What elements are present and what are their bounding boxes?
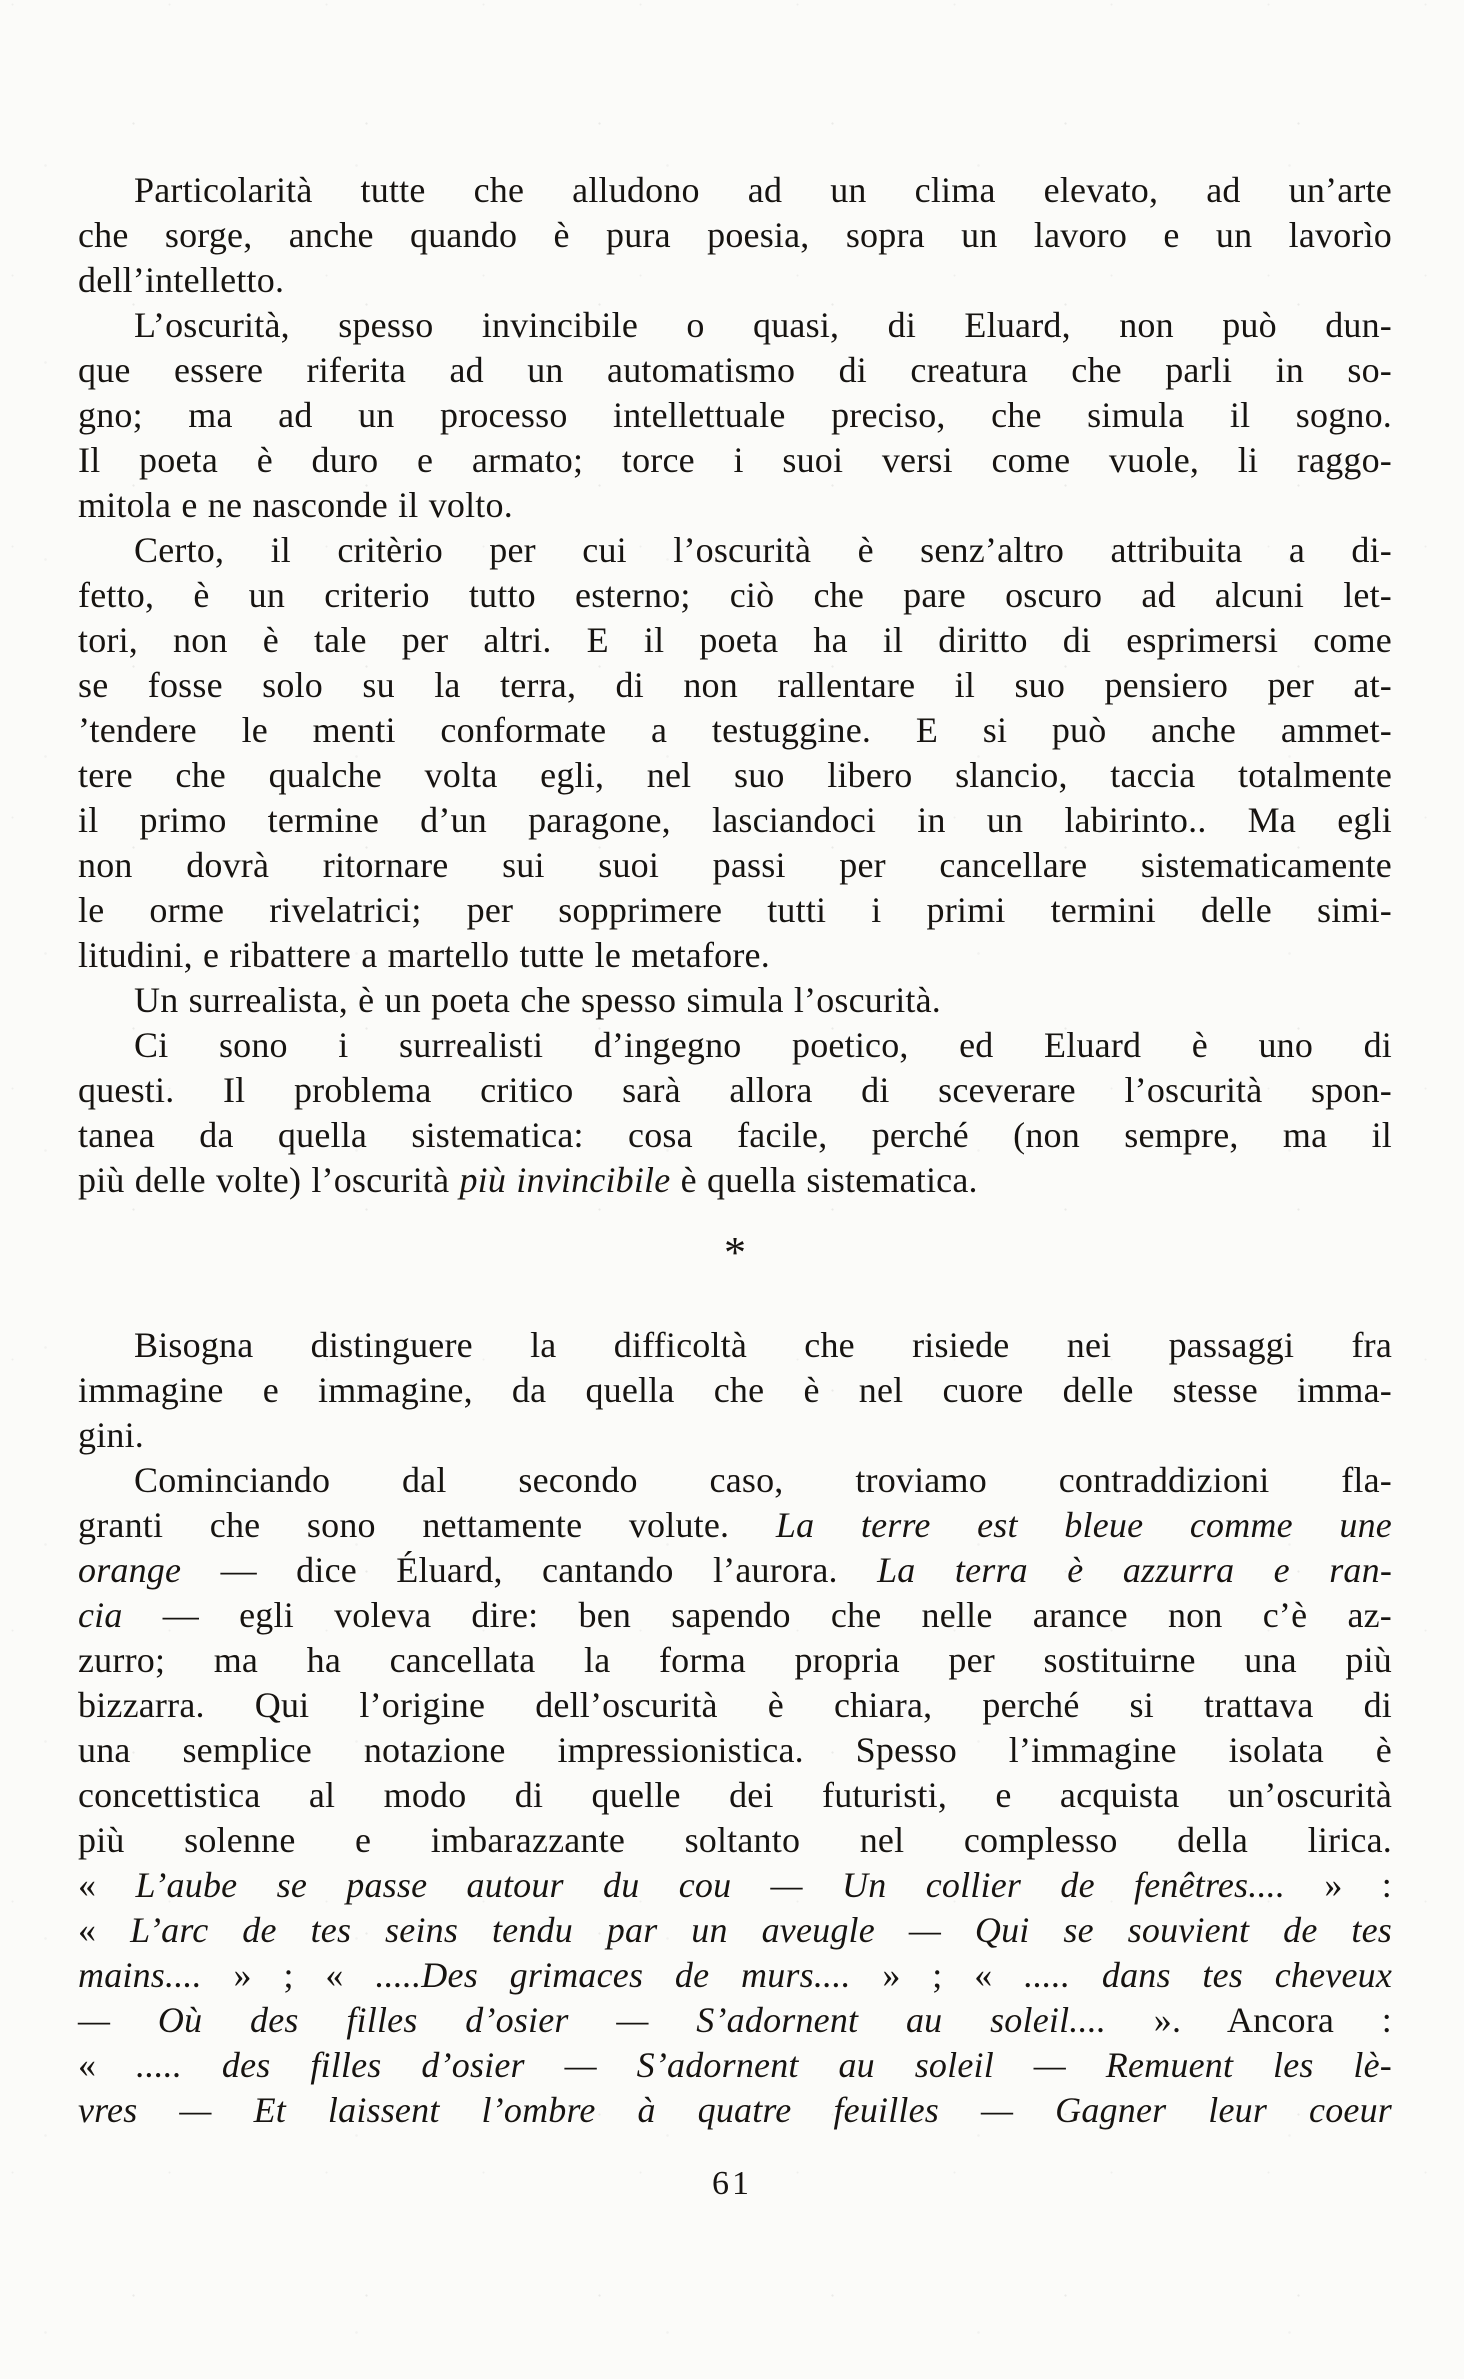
text-segment: ». Ancora : [1106, 2000, 1392, 2040]
text-segment: Un surrealista, è un poeta che spesso simula l’oscurità. [134, 980, 941, 1020]
text-segment: bizzarra. Qui l’origine dell’oscurità è chiara, perché si trattava di [78, 1685, 1392, 1725]
text-segment: « [78, 2045, 137, 2085]
text-segment: granti che sono nettamente volute. [78, 1505, 776, 1545]
text-segment: gini. [78, 1415, 145, 1455]
text-line [78, 573, 1392, 618]
text-line [78, 1818, 1392, 1863]
text-segment: fetto, è un criterio tutto esterno; ciò che pare oscuro ad alcuni let- [78, 575, 1392, 615]
text-segment: questi. Il problema critico sarà allora di sceverare l’oscurità spon- [78, 1070, 1392, 1110]
text-line [78, 213, 1392, 258]
text-segment: mitola e ne nasconde il volto. [78, 485, 513, 525]
text-segment: « [78, 1910, 131, 1950]
text-segment: — egli voleva dire: ben sapendo che nelle arance non c’è az- [122, 1595, 1392, 1635]
text-line [78, 618, 1392, 663]
italic-text-segment: La terra è azzurra e ran- [877, 1550, 1393, 1590]
text-segment: immagine e immagine, da quella che è nel cuore delle stesse imma- [78, 1370, 1392, 1410]
italic-text-segment: .....Des grimaces de murs.... [375, 1955, 851, 1995]
text-segment: più delle volte) l’oscurità [78, 1160, 460, 1200]
text-segment: concettistica al modo di quelle dei futuristi, e acquista un’oscurità [78, 1775, 1392, 1815]
text-segment: Il poeta è duro e armato; torce i suoi versi come vuole, li raggo- [78, 440, 1392, 480]
italic-text-segment: ..... des filles d’osier — S’adornent au soleil — Remuent les lè- [136, 2045, 1392, 2085]
text-line [78, 1323, 1392, 1368]
italic-text-segment: cia [78, 1595, 123, 1635]
text-line [78, 2088, 1392, 2133]
text-line [78, 2043, 1392, 2088]
text-line [78, 843, 1392, 888]
text-line [78, 1113, 1392, 1158]
text-segment: le orme rivelatrici; per sopprimere tutti i primi termini delle simi- [78, 890, 1392, 930]
italic-text-segment: più invincibile [459, 1160, 671, 1200]
text-line [78, 1863, 1392, 1908]
italic-text-segment: L’arc de tes seins tendu par un aveugle — Qui se souvient de tes [130, 1910, 1392, 1950]
text-segment: una semplice notazione impressionistica. Spesso l’immagine isolata è [78, 1730, 1392, 1770]
text-segment: Certo, il critèrio per cui l’oscurità è senz’altro attribuita a di- [134, 530, 1392, 570]
text-line [78, 168, 1392, 213]
text-segment: L’oscurità, spesso invincibile o quasi, di Eluard, non può dun- [134, 305, 1392, 345]
text-segment: gno; ma ad un processo intellettuale preciso, che simula il sogno. [78, 395, 1392, 435]
text-line [78, 1638, 1392, 1683]
text-segment: che sorge, anche quando è pura poesia, sopra un lavoro e un lavorìo [78, 215, 1392, 255]
text-line [78, 708, 1392, 753]
text-before-separator [78, 168, 1392, 1203]
text-line [78, 1593, 1392, 1638]
text-line [78, 753, 1392, 798]
text-segment: Cominciando dal secondo caso, troviamo contraddizioni fla- [134, 1460, 1392, 1500]
page-number: 61 [712, 2165, 752, 2202]
text-segment: zurro; ma ha cancellata la forma propria per sostituirne una più [78, 1640, 1392, 1680]
text-line [78, 483, 1392, 528]
italic-text-segment: orange [78, 1550, 182, 1590]
text-line [78, 1023, 1392, 1068]
text-segment: se fosse solo su la terra, di non rallentare il suo pensiero per at- [78, 665, 1392, 705]
text-segment: tanea da quella sistematica: cosa facile, perché (non sempre, ma il [78, 1115, 1392, 1155]
text-line [78, 978, 1392, 1023]
text-line [78, 1728, 1392, 1773]
text-segment: « [78, 1865, 136, 1905]
text-segment: litudini, e ribattere a martello tutte le metafore. [78, 935, 770, 975]
italic-text-segment: mains.... [78, 1955, 202, 1995]
text-segment: non dovrà ritornare sui suoi passi per cancellare sistematicamente [78, 845, 1392, 885]
text-line [78, 888, 1392, 933]
text-segment: que essere riferita ad un automatismo di creatura che parli in so- [78, 350, 1392, 390]
text-line [78, 393, 1392, 438]
text-line [78, 1068, 1392, 1113]
text-line [78, 438, 1392, 483]
text-line [78, 1998, 1392, 2043]
text-line [78, 933, 1392, 978]
text-line [78, 1413, 1392, 1458]
text-line [78, 303, 1392, 348]
text-line [78, 1548, 1392, 1593]
text-segment: il primo termine d’un paragone, lasciandoci in un labirinto.. Ma egli [78, 800, 1392, 840]
text-segment: più solenne e imbarazzante soltanto nel complesso della lirica. [78, 1820, 1392, 1860]
text-segment: Particolarità tutte che alludono ad un clima elevato, ad un’arte [134, 170, 1392, 210]
text-segment: Ci sono i surrealisti d’ingegno poetico, ed Eluard è uno di [134, 1025, 1392, 1065]
body-text [78, 168, 1392, 2133]
text-segment: tori, non è tale per altri. E il poeta ha il diritto di esprimersi come [78, 620, 1392, 660]
text-segment: Bisogna distinguere la difficoltà che risiede nei passaggi fra [134, 1325, 1392, 1365]
text-segment: » ; « [201, 1955, 376, 1995]
text-after-separator [78, 1323, 1392, 2133]
text-line [78, 348, 1392, 393]
text-line [78, 1368, 1392, 1413]
text-line [78, 1458, 1392, 1503]
text-line [78, 1158, 1392, 1203]
text-line [78, 1908, 1392, 1953]
italic-text-segment: La terre est bleue comme une [775, 1505, 1392, 1545]
text-segment: » : [1285, 1865, 1392, 1905]
italic-text-segment: vres — Et laissent l’ombre à quatre feuilles — Gagner leur coeur [78, 2090, 1392, 2130]
text-segment: ’tendere le menti conformate a testuggine. E si può anche ammet- [78, 710, 1392, 750]
text-line [78, 258, 1392, 303]
section-separator-asterisk: * [724, 1228, 746, 1277]
text-line [78, 528, 1392, 573]
text-segment: » ; « [850, 1955, 1025, 1995]
text-segment: è quella sistematica. [670, 1160, 978, 1200]
italic-text-segment: — Où des filles d’osier — S’adornent au soleil.... [78, 2000, 1107, 2040]
italic-text-segment: L’aube se passe autour du cou — Un collier de fenêtres.... [135, 1865, 1286, 1905]
text-segment: tere che qualche volta egli, nel suo libero slancio, taccia totalmente [78, 755, 1392, 795]
italic-text-segment: ..... dans tes cheveux [1024, 1955, 1393, 1995]
text-line [78, 663, 1392, 708]
text-segment: — dice Éluard, cantando l’aurora. [181, 1550, 878, 1590]
text-line [78, 1953, 1392, 1998]
text-line [78, 798, 1392, 843]
text-line [78, 1503, 1392, 1548]
text-line [78, 1683, 1392, 1728]
text-line [78, 1773, 1392, 1818]
text-segment: dell’intelletto. [78, 260, 285, 300]
